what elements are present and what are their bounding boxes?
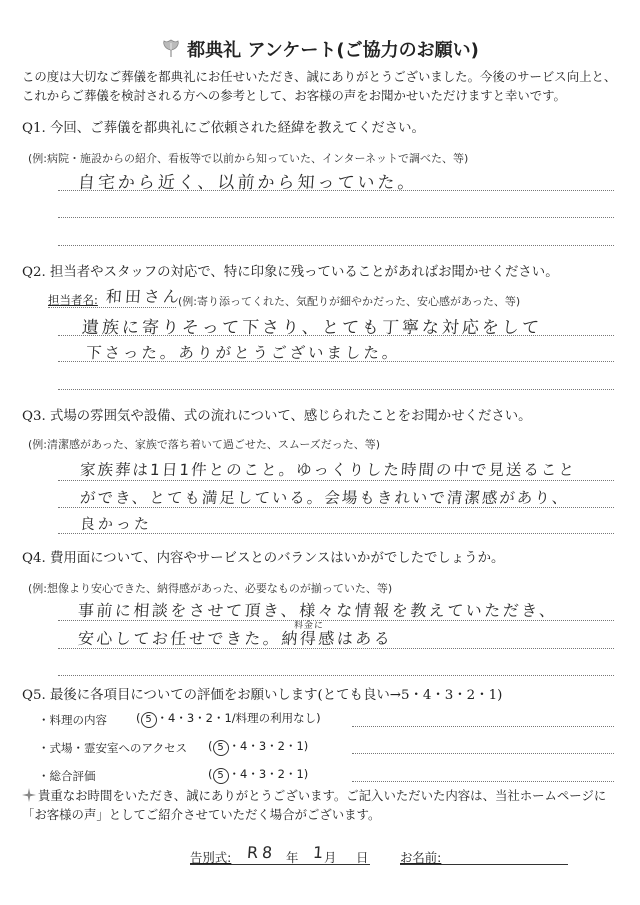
q4-line-3 <box>58 675 614 676</box>
rating-line-food <box>352 726 614 727</box>
q1-example: (例:病院・施設からの紹介、看板等で以前から知っていた、インターネットで調べた、等) <box>28 152 469 165</box>
q3-line-2 <box>58 507 614 508</box>
staff-name-value: 和田さん <box>105 287 183 306</box>
rating-options-overall: ( 5 ・4・3・2・1) <box>208 766 308 784</box>
ginkgo-leaf-icon <box>161 39 181 64</box>
year-unit: 年 <box>286 850 299 865</box>
funeral-date-label: 告別式: <box>190 850 232 865</box>
q2-line-1 <box>58 335 614 336</box>
survey-title <box>0 36 640 64</box>
staff-name-underline <box>48 307 176 308</box>
day-unit: 日 <box>356 850 369 865</box>
staff-name-label: 担当者名: <box>48 293 98 307</box>
q1-question: Q1. 今回、ご葬儀を都典礼にご依頼された経緯を教えてください。 <box>22 121 425 136</box>
q2-answer-line-2: 下さった。ありがとうございました。 <box>85 344 402 362</box>
sparkle-icon <box>22 787 36 806</box>
intro-text: この度は大切なご葬儀を都典礼にお任せいただき、誠にありがとうございました。今後のサービス向上と、これからご葬儀を検討される方への参考として、お客様の声をお聞かせいただけますと幸いです。 <box>22 69 617 103</box>
q2-question: Q2. 担当者やスタッフの対応で、特に印象に残っていることがあればお聞かせください。 <box>22 265 559 280</box>
q4-answer-line-2: 安心してお任せできた。納得感はある <box>77 629 394 648</box>
q4-example: (例:想像より安心できた、納得感があった、必要なものが揃っていた、等) <box>28 582 393 595</box>
rating-options-access: ( 5 ・4・3・2・1) <box>208 738 308 756</box>
q3-answer-line-3: 良かった <box>79 515 153 533</box>
customer-name-label: お名前: <box>400 850 442 865</box>
thanks-block <box>22 786 622 824</box>
customer-name-underline <box>400 864 568 865</box>
q3-question: Q3. 式場の雰囲気や設備、式の流れについて、感じられたことをお聞かせください。 <box>22 409 532 424</box>
q3-line-1 <box>58 480 614 481</box>
thanks-text: 貴重なお時間をいただき、誠にありがとうございます。ご記入いただいた内容は、当社ホームページに「お客様の声」としてご紹介させていただく場合がございます。 <box>22 788 607 822</box>
funeral-date-underline <box>190 864 370 865</box>
q3-answer-line-2: ができ、とても満足している。会場もきれいで清潔感があり、 <box>79 489 570 507</box>
q2-example: (例:寄り添ってくれた、気配りが細やかだった、安心感があった、等) <box>178 295 521 308</box>
q1-line-3 <box>58 245 614 246</box>
q4-question: Q4. 費用面について、内容やサービスとのバランスはいかがでしたでしょうか。 <box>22 551 505 566</box>
q5-question: Q5. 最後に各項目についての評価をお願いします(とても良い→5・4・3・2・1) <box>22 688 503 703</box>
month-unit: 月 <box>324 850 337 865</box>
rating-line-access <box>352 753 614 754</box>
q4-answer-line-1: 事前に相談をさせて頂き、様々な情報を教えていただき、 <box>77 601 559 620</box>
rating-options-food: ( 5 ・4・3・2・1/料理の利用なし) <box>136 710 321 728</box>
rating-label-food: ・料理の内容 <box>38 713 107 727</box>
rating-selected-overall: 5 <box>213 768 229 784</box>
q4-line-2 <box>58 648 614 649</box>
q4-line-1 <box>58 620 614 621</box>
q3-line-3 <box>58 533 614 534</box>
q2-answer-line-1: 遺族に寄りそって下さり、とても丁寧な対応をして <box>81 318 543 338</box>
title-text: 都典礼 アンケート(ご協力のお願い) <box>187 40 479 61</box>
q1-answer-line-1: 自宅から近く、以前から知っていた。 <box>77 173 419 193</box>
funeral-date-month: 1 <box>312 843 327 862</box>
funeral-date-year: 8 <box>261 843 276 862</box>
q3-example: (例:清潔感があった、家族で落ち着いて過ごせた、スムーズだった、等) <box>28 438 381 451</box>
q4-answer-note: 料金に <box>293 621 325 631</box>
q3-answer-line-1: 家族葬は1日1件とのこと。ゆっくりした時間の中で見送ること <box>79 461 577 479</box>
rating-label-access: ・式場・霊安室へのアクセス <box>38 741 188 755</box>
rating-selected-food: 5 <box>141 712 157 728</box>
q1-line-2 <box>58 217 614 218</box>
q2-line-2 <box>58 361 614 362</box>
rating-label-overall: ・総合評価 <box>38 769 96 783</box>
q2-line-3 <box>58 389 614 390</box>
rating-selected-access: 5 <box>213 740 229 756</box>
funeral-date-era: R <box>246 843 262 862</box>
rating-line-overall <box>352 781 614 782</box>
q1-line-1 <box>58 190 614 191</box>
